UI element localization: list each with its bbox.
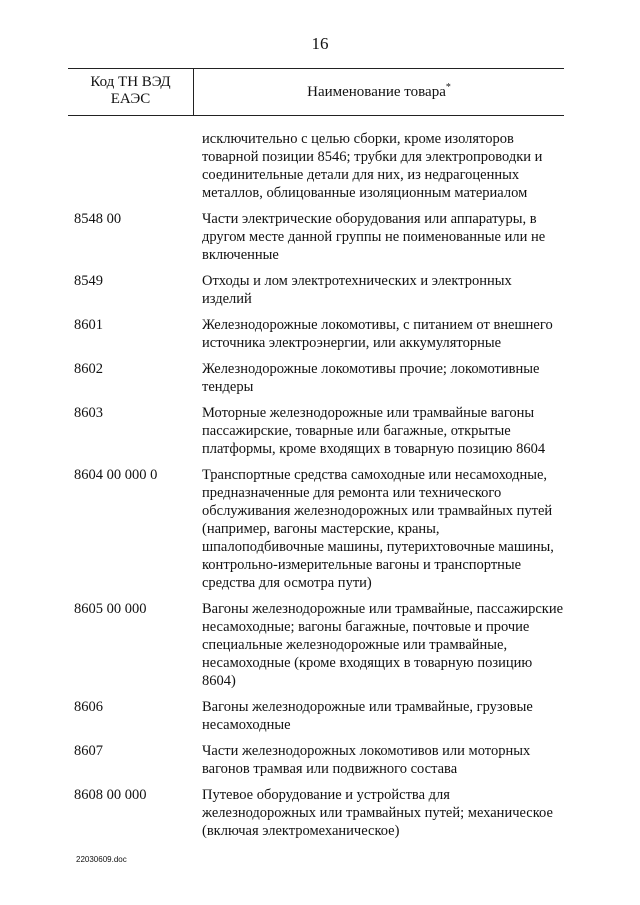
row-name: Транспортные средства самоходные или несамоходные, предназначенные для ремонта или технического обслуживания железнодорожных или трамвайных путей (например, вагоны мастерские, краны, шпалоподбивочные машины, путерихтовочные машины, контрольно-измерительные вагоны и транспортные средства для осмотра пути) <box>202 467 554 591</box>
row-name: Отходы и лом электротехнических и электронных изделий <box>202 273 512 307</box>
header-code-line2: ЕАЭС <box>110 91 151 107</box>
file-name-footer: 22030609.doc <box>76 855 127 864</box>
row-code: 8608 00 000 <box>74 787 147 803</box>
table-row <box>68 786 564 840</box>
row-code: 8549 <box>74 273 103 289</box>
header-name-mark: * <box>445 82 451 93</box>
table-row <box>68 466 564 592</box>
page-number: 16 <box>311 34 329 53</box>
row-code: 8607 <box>74 743 103 759</box>
row-name: Железнодорожные локомотивы прочие; локомотивные тендеры <box>202 361 540 395</box>
row-name: Части электрические оборудования или аппаратуры, в другом месте данной группы не поименованные или не включенные <box>202 211 546 263</box>
table-row <box>68 272 564 308</box>
header-name-text: Наименование товара <box>307 84 446 100</box>
table-row <box>68 404 564 458</box>
row-name: исключительно с целью сборки, кроме изоляторов товарной позиции 8546; трубки для электропроводки и соединительные детали для них, из недрагоценных металлов, облицованные изоляционным материалом <box>202 131 543 201</box>
table-row <box>68 742 564 778</box>
table-row <box>68 600 564 690</box>
row-code: 8601 <box>74 317 103 333</box>
row-name: Вагоны железнодорожные или трамвайные, грузовые несамоходные <box>202 699 533 733</box>
row-code: 8548 00 <box>74 211 122 227</box>
table-row <box>68 360 564 396</box>
row-code: 8605 00 000 <box>74 601 147 617</box>
table-row <box>68 316 564 352</box>
table-header <box>68 68 564 116</box>
row-name: Путевое оборудование и устройства для железнодорожных или трамвайных путей; механическое (включая электромеханическое) <box>202 787 553 839</box>
row-code: 8604 00 000 0 <box>74 467 158 483</box>
table-row <box>68 130 564 202</box>
row-code <box>68 130 198 202</box>
goods-table <box>68 68 564 848</box>
row-code: 8603 <box>74 405 103 421</box>
header-code <box>68 69 194 115</box>
row-name: Железнодорожные локомотивы, с питанием от внешнего источника электроэнергии, или аккумуляторные <box>202 317 553 351</box>
row-name: Вагоны железнодорожные или трамвайные, пассажирские несамоходные; вагоны багажные, почтовые и прочие специальные железнодорожные или трамвайные, несамоходные (кроме входящих в товарную позицию 8604) <box>202 601 564 689</box>
header-code-line1: Код ТН ВЭД <box>90 74 171 90</box>
header-name <box>194 69 564 115</box>
row-code: 8602 <box>74 361 103 377</box>
row-name: Части железнодорожных локомотивов или моторных вагонов трамвая или подвижного состава <box>202 743 531 777</box>
table-row <box>68 210 564 264</box>
table-row <box>68 698 564 734</box>
row-code: 8606 <box>74 699 103 715</box>
table-body <box>68 130 564 840</box>
row-name: Моторные железнодорожные или трамвайные вагоны пассажирские, товарные или багажные, открытые платформы, кроме входящих в товарную позицию 8604 <box>202 405 546 457</box>
